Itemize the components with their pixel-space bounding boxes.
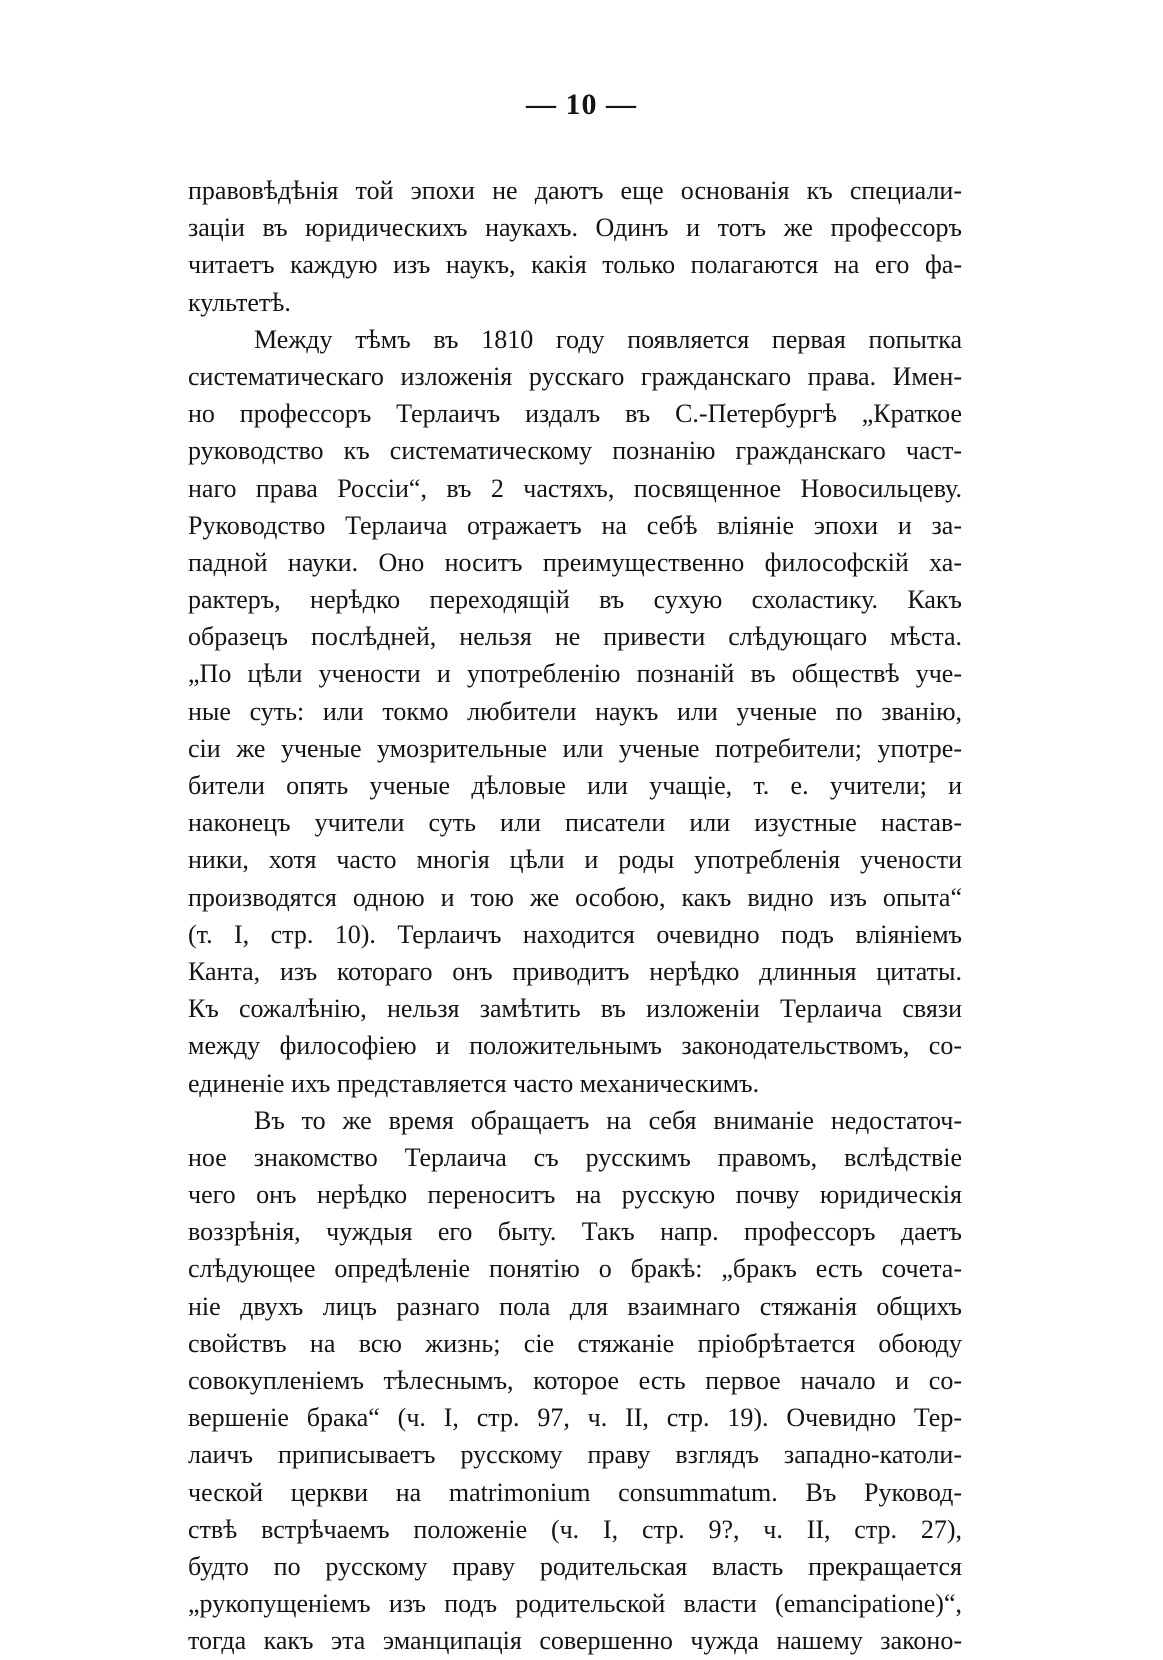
text-line: воззрѣнія, чуждыя его быту. Такъ напр. профессоръ даетъ [188, 1217, 962, 1247]
text-line: культетѣ. [188, 287, 291, 317]
text-line: единеніе ихъ представляется часто механическимъ. [188, 1068, 760, 1098]
paragraph-start-line: Въ то же время обращаетъ на себя вниманіе недостаточ- [254, 1105, 962, 1135]
text-line: совокупленіемъ тѣлеснымъ, которое есть первое начало и со- [188, 1366, 962, 1395]
text-line: будто по русскому праву родительская власть прекращается [188, 1551, 962, 1581]
text-line: но профессоръ Терлаичъ издалъ въ С.-Петербургѣ „Краткое [188, 399, 962, 429]
text-line: Канта, изъ котораго онъ приводитъ нерѣдко длинныя цитаты. [188, 956, 962, 986]
text-line: ческой церкви на matrimonium consummatum. Въ Руковод- [188, 1477, 962, 1507]
text-line: рактеръ, нерѣдко переходящій въ сухую схоластику. Какъ [188, 585, 962, 615]
text-line: вершеніе брака“ (ч. I, стр. 97, ч. II, стр. 19). Очевидно Тер- [188, 1403, 962, 1433]
text-line: Руководство Терлаича отражаетъ на себѣ вліяніе эпохи и за- [188, 510, 962, 540]
text-line: бители опять ученые дѣловые или учащіе, т. е. учители; и [188, 771, 962, 800]
text-line: ствѣ встрѣчаемъ положеніе (ч. I, стр. 9?, ч. II, стр. 27), [188, 1514, 962, 1544]
text-line: правовѣдѣнія той эпохи не даютъ еще основанія къ специали- [188, 176, 962, 205]
text-line: систематическаго изложенія русскаго гражданскаго права. Имен- [188, 361, 962, 391]
text-line: чего онъ нерѣдко переноситъ на русскую почву юридическія [188, 1180, 962, 1210]
body-text [188, 172, 962, 1660]
text-line: между философіею и положительнымъ законодательствомъ, со- [188, 1031, 962, 1061]
text-line: свойствъ на всю жизнь; сіе стяжаніе пріобрѣтается обоюду [188, 1328, 962, 1358]
text-line: руководство къ систематическому познанію гражданскаго част- [188, 436, 962, 466]
text-line: наконецъ учители суть или писатели или изустные настав- [188, 808, 962, 838]
text-line: производятся одною и тою же особою, какъ видно изъ опыта“ [188, 882, 962, 912]
text-line: падной науки. Оно носитъ преимущественно философскій ха- [188, 547, 962, 577]
text-line: заціи въ юридическихъ наукахъ. Одинъ и тотъ же профессоръ [188, 213, 962, 243]
text-line: лаичъ приписываетъ русскому праву взглядъ западно-католи- [188, 1440, 962, 1470]
text-line: „рукопущеніемъ изъ подъ родительской власти (emancipatione)“, [188, 1589, 962, 1619]
text-line: ники, хотя часто многія цѣли и роды употребленія учености [188, 845, 962, 875]
text-line: ніе двухъ лицъ разнаго пола для взаимнаго стяжанія общихъ [188, 1291, 962, 1321]
text-line: тогда какъ эта эманципація совершенно чужда нашему законо- [188, 1626, 962, 1656]
text-line: ные суть: или токмо любители наукъ или ученые по званію, [188, 696, 962, 726]
text-line: „По цѣли учености и употребленію познаній въ обществѣ уче- [188, 659, 962, 689]
text-line: Къ сожалѣнію, нельзя замѣтить въ изложеніи Терлаича связи [188, 994, 962, 1024]
text-line: слѣдующее опредѣленіе понятію о бракѣ: „бракъ есть сочета- [188, 1254, 962, 1284]
page-number: — 10 — [526, 88, 637, 121]
text-line: (т. I, стр. 10). Терлаичъ находится очевидно подъ вліяніемъ [188, 919, 962, 949]
text-line: ное знакомство Терлаича съ русскимъ правомъ, вслѣдствіе [188, 1142, 962, 1172]
text-line: наго права Россіи“, въ 2 частяхъ, посвященное Новосильцеву. [188, 473, 962, 503]
text-line: образецъ послѣдней, нельзя не привести слѣдующаго мѣста. [188, 622, 962, 652]
paragraph-start-line: Между тѣмъ въ 1810 году появляется первая попытка [254, 324, 962, 354]
text-line: читаетъ каждую изъ наукъ, какія только полагаются на его фа- [188, 250, 962, 280]
text-line: сіи же ученые умозрительные или ученые потребители; употре- [188, 733, 962, 763]
